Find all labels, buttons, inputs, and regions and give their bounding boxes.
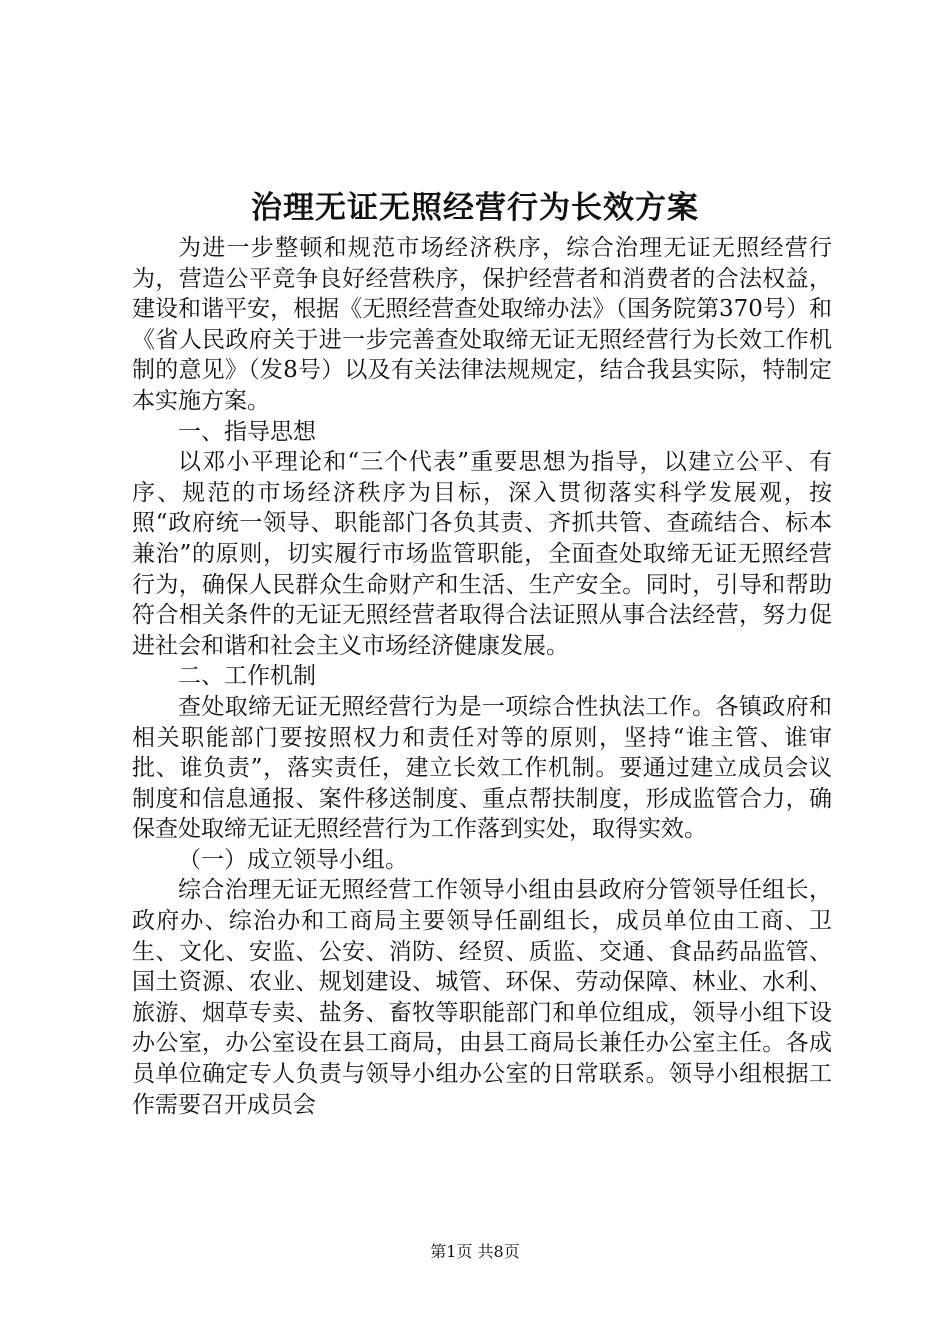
subheading-leading-group: （一）成立领导小组。 xyxy=(178,846,408,873)
paragraph-work-mechanism: 查处取缔无证无照经营行为是一项综合性执法工作。各镇政府和相关职能部门要按照权力和责任对等的原则，坚持“谁主管、谁审批、谁负责”，落实责任，建立长效工作机制。要通过建立成员会议制度和信息通报、案件移送制度、重点帮扶制度，形成监管合力，确保查处取缔无证无照经营行为工作落到实处，取得实效。 xyxy=(132,693,832,843)
document-title: 治理无证无照经营行为长效方案 xyxy=(251,190,699,226)
paragraph-leading-group: 综合治理无证无照经营工作领导小组由县政府分管领导任组长，政府办、综治办和工商局主要领导任副组长，成员单位由工商、卫生、文化、安监、公安、消防、经贸、质监、交通、食品药品监管、国土资源、农业、规划建设、城管、环保、劳动保障、林业、水利、旅游、烟草专卖、盐务、畜牧等职能部门和单位组成，领导小组下设办公室，办公室设在县工商局，由县工商局长兼任办公室主任。各成员单位确定专人负责与领导小组办公室的日常联系。领导小组根据工作需要召开成员会 xyxy=(132,877,832,1118)
page-footer: 第1页 共8页 xyxy=(430,1242,520,1261)
paragraph-intro: 为进一步整顿和规范市场经济秩序，综合治理无证无照经营行为，营造公平竞争良好经营秩序，保护经营者和消费者的合法权益，建设和谐平安，根据《无照经营查处取缔办法》（国务院第370号）和《省人民政府关于进一步完善查处取缔无证无照经营行为长效工作机制的意见》（发8号）以及有关法律法规规定，结合我县实际，特制定本实施方案。 xyxy=(132,235,832,414)
heading-guiding-ideology: 一、指导思想 xyxy=(178,418,316,445)
paragraph-guiding-ideology: 以邓小平理论和“三个代表”重要思想为指导，以建立公平、有序、规范的市场经济秩序为目标，深入贯彻落实科学发展观，按照“政府统一领导、职能部门各负其责、齐抓共管、查疏结合、标本兼治”的原则，切实履行市场监管职能，全面查处取缔无证无照经营行为，确保人民群众生命财产和生活、生产安全。同时，引导和帮助符合相关条件的无证无照经营者取得合法证照从事合法经营，努力促进社会和谐和社会主义市场经济健康发展。 xyxy=(132,449,832,659)
document-body xyxy=(132,233,832,1120)
heading-work-mechanism: 二、工作机制 xyxy=(178,663,316,690)
